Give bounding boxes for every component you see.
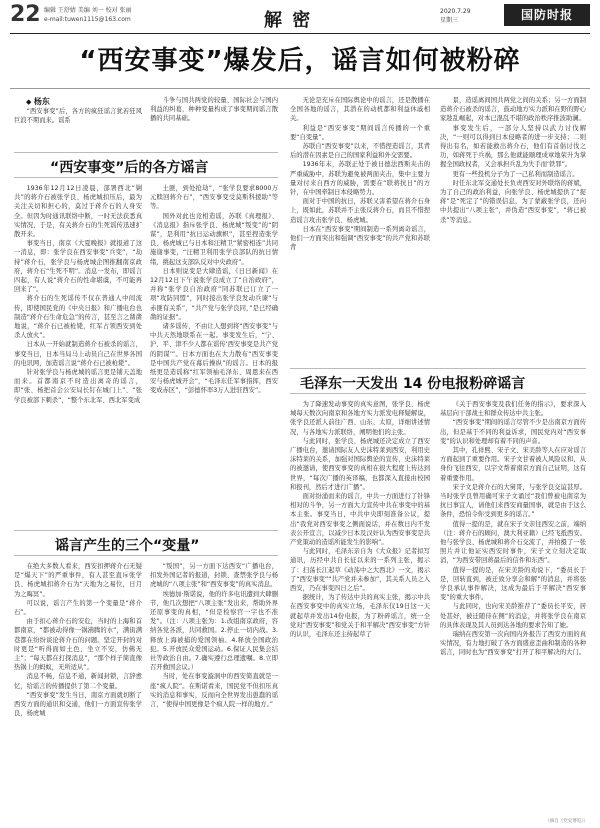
date-block <box>440 7 471 25</box>
paragraph: 值得一提的是，就在宋子文亲往西安之前，端纳（注：蒋介石的顾问，澳大利亚籍）已经飞抵西安。他与张学良、杨虎城和蒋介石交流了，并拍摄了一张照片并让他证实西安时事件，宋子文立刻决定取消，“为西安带回蒋最后的信件和东西”。 <box>440 520 586 565</box>
paragraph: 针对张学良与杨虎城的谣言更是铺天盖地而来。首都南京不时造出离奇的谣言，即“张、杨把首会公安局长钉在城门上”、“张学良被部下刺杀”，“整个东北军、西北军变成 <box>14 369 142 404</box>
article-headline: “西安事变”爆发后，谣言如何被粉碎 <box>79 46 521 76</box>
paragraph: 1936年12月12日凌晨，部署西北“剿共”的蒋介石被张学良、杨虎城扣压后，最为关注关切和担心的，莫过于蒋介石的人身安全。但因为时通讯联络中断，一时无法获悉真实情况，于是，有关蒋介石的生死谣传迅速扩散开来。 <box>14 185 142 239</box>
author-byline: ◆ 杨东 <box>26 96 142 107</box>
paragraph: 国外对此也竞相造谣，苏联《真理报》、《消息报》指斥张学良、杨虎城“叛变”的“阴谋”，是利用“抗日运动旗帜”，甚至捏造张学良、杨虎城已与日本和汪精卫“紧密相连”共同施谢事变，“汪精卫利用张学良部队的抗日情绪，挑起这支部队反对中央政府”。 <box>150 212 278 266</box>
paragraph: 苏联自“西安事变”以来，不惜捏造谣言，其背后的潜在因素是自己的国家利益和外交需要。 <box>290 143 430 160</box>
subhead-rumors: “西安事变”后的各方谣言 <box>50 160 209 176</box>
paragraph: 由于扣心蒋介石的安危，当时的上海和首都南京，“都被动得像一锅沸腾的水”，满街满巷都在纷纷谈论蒋介石的问题。坚定开封的对时更是“听得面如土色，坐立不安，仿佛无主”；“每天都在打探消息”，“那个样子简直像热锅上的蚂蚁，无所适从”。 <box>14 618 142 672</box>
paragraph: 日本在“西安事变”期间制造一系列离奇谣言，他们一方面突出和强调“西安事变”的共产党和苏联背 <box>290 225 430 252</box>
column-2-intro <box>150 96 278 146</box>
paragraph: 蒋介石的生死谣传不仅在普通人中间流传，即使国民党的《中央日报》和广播电台也制造“蒋介石生命危急”的传言，甚至言之凿凿地说，“蒋介石已被枪毙，红军占领西安到处杀人放火”。 <box>14 295 142 340</box>
subhead-variables: 谣言产生的三个“变量” <box>55 538 200 554</box>
paragraph: 可以说，谣言产生的第一个变量是“蒋介石”。 <box>14 599 142 617</box>
column-1-section-2 <box>14 562 142 818</box>
page-number: 22 <box>10 2 41 27</box>
column-2-section-2 <box>150 562 278 818</box>
paragraph: 瑞纳在西安第一次向国内外报告了西安方面的真实情况，有力地打破了各方面盛意歪曲和制造的各种谣言，同时也为“西安事变”打开了和平解决的大门。 <box>440 631 586 657</box>
paragraph: “西安事变”后，各方的疯狂谣言犹若狂风巨浪不期而来。谣系 <box>14 108 142 125</box>
paragraph: 日本从一开始就制造蒋介石被杀的谣言，事变当日，日本当局马上动员自己在世界各国的电讯网，加造谣言说“蒋介石已被枪毙”。 <box>14 341 142 367</box>
paragraph: 景，造谣离间国共两党之间的关系；另一方面制造蒋介石被杀的谣言，鼓动地方实力派和在野的野心家趁乱崛起，对本已混乱不堪的政治秩序推波助澜。 <box>440 97 586 123</box>
column-4-upper <box>440 96 586 362</box>
paragraph: 与此同时，也向宋美龄推荐了“委员长平安，居处甚好，被迁随侍在侧”的消息，并将张学良在南京的具体表现及其人员到达各地的要求告知了她。 <box>440 603 586 629</box>
section-title: 解 密 <box>264 10 313 31</box>
column-1-intro <box>14 96 142 146</box>
editors-info <box>44 6 132 24</box>
paragraph: 斗争与国共两党的较量、国际社会与国内利益的纠葛，种种变量构成了事变期间谣言散播的共同基础。 <box>150 97 278 123</box>
paragraph: 诸多谣传，不由让人想到将“西安事变”与中共天然地联系在一起。事变发生后，“宁、沪、平、津不少人都在谣传‘西安事变是共产党的阴谋’”。日本方面也在大力散布“西安事变是中国共产党在幕后操纵”的谣言。日本的报纸更是造谣称“红军领袖毛泽东、周恩来在西安与杨虎城开会”，“毛泽东任军事指挥，西安变成赤区”，“彭德怀率3万人进驻西安”。 <box>150 323 278 395</box>
paragraph: 无论是充斥在国际舆论中的谣言，还是散播在全国各地的谣言，其潜在的动机都和利益休戚相关。 <box>290 97 430 123</box>
paragraph: 据统计，为了传达中共的真实主张，揭示中共在西安事变中的真实立场，毛泽东仅19日这一天就起草并发出14份电报，为了粉碎谣言，统一全党对“西安事变”和党关于和平解决“西安事变”方针的认识，毛泽东还主持起草了 <box>290 594 430 639</box>
paragraph: “西安事变”发生当日，南京方面就切断了西安方面的通讯和交通，他们一方面宣传张学良，杨虎城 <box>14 691 142 718</box>
paragraph: 消息不畅，信息不通，新闻封锁，言辞愈忆，给谣言的传播提供了第二个变量。 <box>14 673 142 690</box>
paragraph: 在绝大多数人看来，西安扣押蒋介石无疑是“爆天下”的严重事件，有人甚至直斥张学良、杨虎城扣蒋介石为“天地为之易位，日月为之晦冥”。 <box>14 563 142 598</box>
issue-date: 2020.7.29 <box>440 8 471 15</box>
headline-divider <box>10 88 590 89</box>
paragraph: 日本则说变是大肆造谣，《日日新闻》在12月12日下午说张学良成立了“自治政府”，并称“张学良自治政府”同苏联已订立了一项“攻防同盟”，同时接出张学良发动兵谏“与赤匪有关系”，“共产党与张学良同，”是已经确凿的证据”。 <box>150 267 278 321</box>
paragraph: 与此同时，张学良、杨虎城还决定成立了西安广播电台，邀请国际友人史沫特莱到西安，利用史沫特莱的关系，加强对国际舆论的宣传，史沫特莱的被邀请，使西安事变的真相在很大程度上传达到世界，“每次广播的英译稿，也都深入直接由校园和报刊，然后才进行广播”。 <box>290 437 430 491</box>
paragraph: “西安事变”期间的谣言尽管不少是出南京方面传出，但是基于不同的利益诉求，国民党内对“西安事变”的认识和处理却有着不同的声音。 <box>440 419 586 445</box>
paragraph: 《关于西安事变及我们任务的指示》，要求深入基层向干部战士和群众传达中共主张。 <box>440 401 586 418</box>
editors-line: 编辑 王舒婧 美编 刘一 校对 张丽 <box>44 7 132 14</box>
paragraph: 埃德加·斯诺说，他的许多电讯遭到大肆删节，他几次想把“八项主张”发出来，帮助外界还原事变的真相，“但是检察官一字也不准发”。（注：八项主张为：1.改组南京政府，容纳各党各派，共同救国。2.停止一切内战。3.释放上海被捕的爱国领袖。4.释放全国政治犯。5.开放民众爱国运动。6.保证人民集会结社等政治自由。7.确实遵行总理遗嘱。8.立即召开救国会议。） <box>150 590 278 672</box>
paragraph: 事变发生后，一部分人坚持以武力讨伐解决，“一则可以得到日本侵略者的进一步支持；二则得出有名，如若能救出蒋介石，他们有首倡讨伐之功，如蒋死于兵祸，那么他就能顺理成章地荣升为掌握全国政权者，又会承担兵乱为失手而‘铁罪”。 <box>440 124 586 169</box>
paragraph: “叛国”，另一方面下达西安“广播电台，扣发外国记者的报道，封锁、查禁张学良与杨虎城的“八项主张”和“西安事变”的真实消息。 <box>150 563 278 589</box>
paragraph: 为了降速发动事变的真实意图，张学良、杨虎城每天数次向南京和各地方实力派发电释疑解说，张学良还派人前往广西、山东、太原，详细讲述情况，与各地实力派联络，阐明他们的主张。 <box>290 401 430 436</box>
paragraph: 土匪，到处抢劫”，“张学良要求8000万元赎回蒋介石”，“西安事变受莫斯科援助”等等。 <box>150 185 278 211</box>
column-3-upper <box>290 96 430 362</box>
paragraph: 面对纷涌而来的谣言，中共一方面进行了针锋相对的斗争，另一方面大力宣传中共在事变中的基本主张。事变当日，中共中央即刻准备公议，提出“我党对西安事变之侧面说话，并在数日内不发表公开宣言，以减少日本及汉奸认为西安事变是共产党策动的造谣所能发生的影响”。 <box>290 493 430 547</box>
paragraph: 利益是“西安事变”期间谣言传播的一个重要“自变量”。 <box>290 124 430 141</box>
paragraph: 宋子文是蒋介石的大舅哥，与张学良交谊甚厚。当时张学良曾用确可宋子文诵过“我们曾被电南京为抗日事宜人，请他们来西安商量国事，就是由于这么条件，恐怕令你受到更多的谣言。” <box>440 483 586 519</box>
column-2-section-1 <box>150 184 278 522</box>
paragraph: 面对于中国的抗日，苏联又害希望在蒋介石身上，既如此，苏联并不主张反蒋介石，而且不惜捏造谣言攻击张学良、杨虎城。 <box>290 198 430 224</box>
paragraph: 与此同时，毛泽东亲自为《大众报》记者拟写通讯，历经中共自长征以来的一系列主张，揭示了：扫荡长江起草《动荡中之大西北》一文，揭示了“西安事变”“共产党并未参加”，其关系人员之入西安，乃在事变四日之后”。 <box>290 548 430 593</box>
paragraph: 当时，处在事变漩涡中的西安简直就是一座“疯人院”。在斯诺看来，国民党不但扣压真实的消息和事实，反而向全世界发出愚蠢的谣言，“使得中国更像是个疯人院一样的地方。” <box>150 673 278 709</box>
paragraph: 1936年末，苏联正处于被日德法西斯夹击的严重威胁中，苏联为避免被两面夹击，集中主要力量对付来自西方的威胁，需要在“联蒋抗日”的方针，在中国牵制日本侵略势力。 <box>290 161 430 197</box>
subhead-telegrams: 毛泽东一天发出 14 份电报粉碎谣言 <box>300 376 526 392</box>
column-4-lower <box>440 400 586 814</box>
column-3-lower <box>290 400 430 814</box>
column-1-section-1 <box>14 184 142 522</box>
page-masthead <box>10 4 590 34</box>
paragraph: 更有一些投机分子为了一己私利而制造谣言。 <box>452 170 579 178</box>
newspaper-logo: 国防时报 <box>504 4 590 26</box>
issue-weekday: 星期三 <box>440 17 459 24</box>
paragraph: 事变当日，南京《大夏晚报》就报道了这一消息，即：张学良在西安事变“兵变”，“劫持”蒋介石，张学良与杨虎城企图推翻南京政府，蒋介石“生死不明”。消息一发布，即谣言四起，有人说“蒋介石的性命堪虞，不可能再回来了”。 <box>14 240 142 294</box>
editor-email: e-mail:tuwen1115@163.com <box>44 16 131 23</box>
source-note: （摘自《党史博览》） <box>545 819 588 824</box>
paragraph: 其中，孔祥熙、宋子文、宋美龄等人在应对谣言方面起到了重要作用。宋子文甘着被人风险议和，从身份飞往西安，以宇文帮着南京方面自己证明，这有着重要作用。 <box>440 447 586 482</box>
paragraph: 值得一提的是，在宋美龄的劝说下，“委员长于是，回转直到，被迁致分享会和解”的消息，并将张学良承认事件解决，这成为最后于平解决“西安事变”的重大事件。 <box>440 566 586 602</box>
paragraph: 时任东北军交通处长负责西安对外联络的蒋斌，为了自己的政治利益，向张学良、杨虎城提供了“捉蒋”是“死定了”的错误信息，为了蒙蔽张学良，还向中共提出“八项主张”，并伪造“西安事变”，“蒋已被杀”等消息。 <box>440 179 586 224</box>
